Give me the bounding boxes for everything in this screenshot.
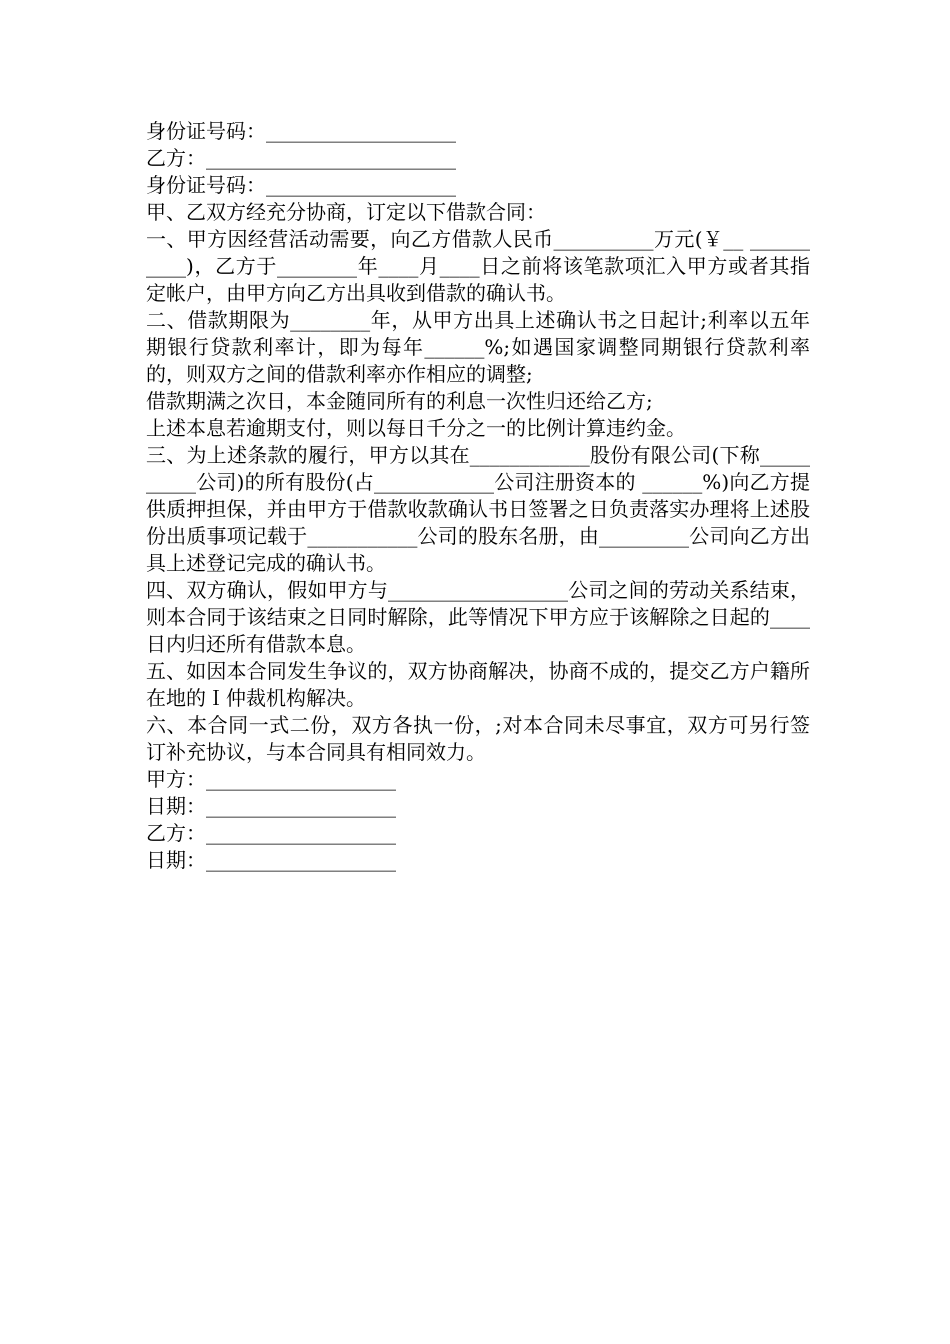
jia-id-number-field: 身份证号码：___________________ (146, 119, 456, 143)
clause-loan-amount: 一、甲方因经营活动需要，向乙方借款人民币__________万元(￥__ __________)，乙方于________年____月____日之前将该笔款项汇入甲方或者其指定帐户，由甲方向乙方出具收到借款的确认书。 (146, 227, 810, 305)
yi-party-field: 乙方：_________________________ (146, 146, 456, 170)
yi-signature-field: 乙方：___________________ (146, 821, 396, 845)
header-fields (146, 118, 810, 226)
jia-signature-field: 甲方：___________________ (146, 767, 396, 791)
clause-copies: 六、本合同一式二份，双方各执一份，;对本合同未尽事宜，双方可另行签订补充协议，与本合同具有相同效力。 (146, 713, 810, 764)
contract-page (146, 118, 810, 874)
yi-date-field: 日期：___________________ (146, 848, 396, 872)
yi-id-number-field: 身份证号码：___________________ (146, 173, 456, 197)
clause-repayment: 借款期满之次日，本金随同所有的利息一次性归还给乙方; (146, 389, 653, 413)
clause-dispute: 五、如因本合同发生争议的，双方协商解决，协商不成的，提交乙方户籍所在地的Ｉ仲裁机构解决。 (146, 659, 810, 710)
signature-block (146, 766, 810, 874)
clause-penalty: 上述本息若逾期支付，则以每日千分之一的比例计算违约金。 (146, 416, 686, 440)
clause-pledge: 三、为上述条款的履行，甲方以其在____________股份有限公司(下称__________公司)的所有股份(占____________公司注册资本的 ______%)向乙方提供质押担保，并由甲方于借款收款确认书日签署之日负责落实办理将上述股份出质事项记载于___________公司的股东名册，由_________公司向乙方出具上述登记完成的确认书。 (146, 443, 810, 575)
contract-intro: 甲、乙双方经充分协商，订定以下借款合同： (146, 200, 546, 224)
clause-loan-term: 二、借款期限为________年，从甲方出具上述确认书之日起计;利率以五年期银行贷款利率计，即为每年______%;如遇国家调整同期银行贷款利率的，则双方之间的借款利率亦作相应的调整; (146, 308, 810, 386)
jia-date-field: 日期：___________________ (146, 794, 396, 818)
clause-termination: 四、双方确认，假如甲方与__________________公司之间的劳动关系结束，则本合同于该结束之日同时解除，此等情况下甲方应于该解除之日起的____日内归还所有借款本息。 (146, 578, 810, 656)
contract-clauses (146, 226, 810, 766)
